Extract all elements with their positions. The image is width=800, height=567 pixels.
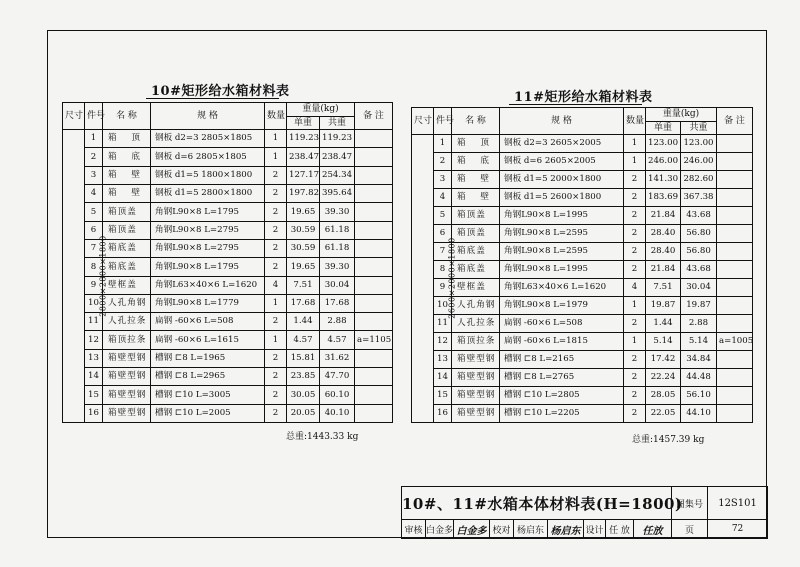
- header-unit: 单重: [646, 122, 681, 135]
- item-no: 1: [85, 130, 103, 148]
- item-qty: 2: [265, 221, 287, 239]
- unit-weight: 28.40: [646, 225, 681, 243]
- item-spec: 槽钢 ⊏10 L=2805: [500, 387, 624, 405]
- item-no: 2: [85, 148, 103, 166]
- item-spec: 钢板 d=6 2805×1805: [151, 148, 265, 166]
- unit-weight: 28.40: [646, 243, 681, 261]
- header-note: 备 注: [717, 108, 753, 135]
- header-weight: 重量(kg): [287, 103, 355, 117]
- total-weight: 119.23: [320, 130, 355, 148]
- item-note: a=1105: [355, 331, 393, 349]
- item-note: [355, 368, 393, 386]
- item-no: 15: [434, 387, 452, 405]
- item-no: 5: [434, 207, 452, 225]
- item-note: [717, 135, 753, 153]
- table-row: [63, 184, 393, 202]
- table-row: [63, 276, 393, 294]
- item-no: 16: [85, 404, 103, 422]
- item-spec: 扁钢 -60×6 L=1815: [500, 333, 624, 351]
- header-total: 共重: [681, 122, 717, 135]
- item-spec: 角钢L90×8 L=1795: [151, 203, 265, 221]
- item-qty: 1: [624, 153, 646, 171]
- total-weight: 2.88: [681, 315, 717, 333]
- item-no: 13: [434, 351, 452, 369]
- item-note: [355, 258, 393, 276]
- total-weight: 30.04: [320, 276, 355, 294]
- checker-signature: 杨启东: [548, 520, 584, 539]
- table-row: [63, 221, 393, 239]
- total-weight-10: 总重:1443.33 kg: [286, 432, 359, 442]
- item-qty: 2: [265, 404, 287, 422]
- total-weight-11: 总重:1457.39 kg: [632, 435, 705, 445]
- item-no: 8: [85, 258, 103, 276]
- item-spec: 角钢L90×8 L=1995: [500, 207, 624, 225]
- table-row: [412, 189, 753, 207]
- item-note: [355, 349, 393, 367]
- total-weight: 31.62: [320, 349, 355, 367]
- atlas-label: 图集号: [672, 487, 708, 520]
- item-name: 箱壁型钢: [452, 351, 500, 369]
- header-size: 尺寸: [63, 103, 85, 130]
- header-no: 件号: [85, 103, 103, 130]
- item-spec: 角钢L90×8 L=2595: [500, 243, 624, 261]
- total-weight: 246.00: [681, 153, 717, 171]
- table-row: [63, 148, 393, 166]
- table-row: [63, 294, 393, 312]
- item-note: [717, 369, 753, 387]
- unit-weight: 22.24: [646, 369, 681, 387]
- item-spec: 扁钢 -60×6 L=1615: [151, 331, 265, 349]
- item-qty: 2: [265, 349, 287, 367]
- unit-weight: 1.44: [287, 313, 320, 331]
- item-note: [717, 279, 753, 297]
- item-spec: 钢板 d=6 2605×2005: [500, 153, 624, 171]
- item-name: 箱 顶: [452, 135, 500, 153]
- item-note: [355, 203, 393, 221]
- item-no: 6: [434, 225, 452, 243]
- item-no: 14: [434, 369, 452, 387]
- item-qty: 4: [624, 279, 646, 297]
- item-qty: 2: [265, 313, 287, 331]
- unit-weight: 246.00: [646, 153, 681, 171]
- size-label: 2800×2800×1800: [98, 234, 108, 317]
- item-name: 箱 底: [452, 153, 500, 171]
- item-name: 箱顶拉条: [103, 331, 151, 349]
- size-label: 2600×2000×1800: [447, 237, 457, 319]
- item-qty: 2: [265, 239, 287, 257]
- item-qty: 2: [624, 351, 646, 369]
- material-table-10: [62, 102, 393, 423]
- total-weight: 44.48: [681, 369, 717, 387]
- item-no: 15: [85, 386, 103, 404]
- item-note: a=1005: [717, 333, 753, 351]
- table-row: [412, 315, 753, 333]
- unit-weight: 19.65: [287, 203, 320, 221]
- item-name: 箱顶拉条: [452, 333, 500, 351]
- unit-weight: 183.69: [646, 189, 681, 207]
- item-note: [355, 166, 393, 184]
- item-note: [717, 189, 753, 207]
- table-row: [63, 203, 393, 221]
- header-name: 名 称: [452, 108, 500, 135]
- item-name: 箱 壁: [452, 171, 500, 189]
- header-qty: 数量: [624, 108, 646, 135]
- table-row: [412, 279, 753, 297]
- item-name: 箱顶盖: [452, 225, 500, 243]
- table-row: [412, 387, 753, 405]
- item-note: [717, 261, 753, 279]
- table-row: [63, 386, 393, 404]
- item-name: 箱 顶: [103, 130, 151, 148]
- item-spec: 角钢L63×40×6 L=1620: [500, 279, 624, 297]
- item-name: 箱壁型钢: [103, 404, 151, 422]
- item-qty: 1: [624, 135, 646, 153]
- unit-weight: 7.51: [646, 279, 681, 297]
- item-spec: 角钢L90×8 L=2795: [151, 221, 265, 239]
- item-name: 箱顶盖: [103, 221, 151, 239]
- item-spec: 钢板 d2=3 2605×2005: [500, 135, 624, 153]
- item-spec: 角钢L90×8 L=2795: [151, 239, 265, 257]
- item-no: 7: [434, 243, 452, 261]
- total-weight: 30.04: [681, 279, 717, 297]
- unit-weight: 19.87: [646, 297, 681, 315]
- item-qty: 2: [624, 171, 646, 189]
- check-label: 校对: [490, 520, 514, 539]
- unit-weight: 119.23: [287, 130, 320, 148]
- checker-name: 杨启东: [514, 520, 548, 539]
- atlas-number: 12S101: [708, 487, 768, 520]
- table-row: [63, 130, 393, 148]
- item-qty: 1: [624, 333, 646, 351]
- unit-weight: 19.65: [287, 258, 320, 276]
- item-spec: 角钢L90×8 L=1995: [500, 261, 624, 279]
- item-name: 箱壁型钢: [452, 369, 500, 387]
- item-qty: 2: [624, 225, 646, 243]
- item-no: 3: [434, 171, 452, 189]
- item-qty: 2: [624, 243, 646, 261]
- unit-weight: 23.85: [287, 368, 320, 386]
- item-spec: 角钢L90×8 L=1779: [151, 294, 265, 312]
- unit-weight: 30.59: [287, 239, 320, 257]
- item-qty: 1: [265, 294, 287, 312]
- item-qty: 1: [265, 148, 287, 166]
- item-qty: 2: [624, 207, 646, 225]
- item-note: [717, 387, 753, 405]
- item-no: 2: [434, 153, 452, 171]
- table-row: [412, 207, 753, 225]
- item-no: 5: [85, 203, 103, 221]
- table-row: [63, 349, 393, 367]
- table-row: [412, 261, 753, 279]
- item-spec: 扁钢 -60×6 L=508: [151, 313, 265, 331]
- table-row: [412, 153, 753, 171]
- total-weight: 43.68: [681, 207, 717, 225]
- header-note: 备 注: [355, 103, 393, 130]
- item-name: 箱壁型钢: [103, 368, 151, 386]
- item-no: 4: [434, 189, 452, 207]
- item-qty: 1: [624, 297, 646, 315]
- item-spec: 扁钢 -60×6 L=508: [500, 315, 624, 333]
- item-qty: 2: [265, 166, 287, 184]
- header-weight: 重量(kg): [646, 108, 717, 122]
- reviewer-signature: 白金多: [454, 520, 490, 539]
- total-weight: 39.30: [320, 258, 355, 276]
- item-name: 箱 壁: [103, 166, 151, 184]
- unit-weight: 4.57: [287, 331, 320, 349]
- designer-signature: 任放: [634, 520, 672, 539]
- unit-weight: 21.84: [646, 207, 681, 225]
- item-name: 箱壁型钢: [103, 386, 151, 404]
- item-spec: 槽钢 ⊏8 L=1965: [151, 349, 265, 367]
- header-name: 名 称: [103, 103, 151, 130]
- table-row: [63, 258, 393, 276]
- item-no: 3: [85, 166, 103, 184]
- item-qty: 2: [624, 189, 646, 207]
- header-qty: 数量: [265, 103, 287, 130]
- item-qty: 2: [624, 315, 646, 333]
- title-underline-10: [146, 98, 279, 99]
- reviewer-name: 白金多: [426, 520, 454, 539]
- item-name: 箱底盖: [103, 258, 151, 276]
- total-weight: 34.84: [681, 351, 717, 369]
- item-name: 人孔角钢: [452, 297, 500, 315]
- item-qty: 1: [265, 130, 287, 148]
- designer-name: 任 放: [606, 520, 634, 539]
- unit-weight: 141.30: [646, 171, 681, 189]
- total-weight: 4.57: [320, 331, 355, 349]
- header-no: 件号: [434, 108, 452, 135]
- table-row: [63, 239, 393, 257]
- item-qty: 2: [624, 405, 646, 423]
- item-name: 箱 壁: [452, 189, 500, 207]
- title-block: [401, 486, 768, 539]
- review-label: 审核: [402, 520, 426, 539]
- item-no: 10: [434, 297, 452, 315]
- item-name: 人孔角钢: [103, 294, 151, 312]
- total-weight: 367.38: [681, 189, 717, 207]
- item-qty: 2: [265, 258, 287, 276]
- total-weight: 61.18: [320, 221, 355, 239]
- item-name: 人孔拉条: [103, 313, 151, 331]
- unit-weight: 197.82: [287, 184, 320, 202]
- total-weight: 47.70: [320, 368, 355, 386]
- item-spec: 角钢L63×40×6 L=1620: [151, 276, 265, 294]
- item-no: 13: [85, 349, 103, 367]
- item-note: [717, 315, 753, 333]
- item-note: [717, 243, 753, 261]
- item-note: [355, 404, 393, 422]
- item-spec: 槽钢 ⊏10 L=2005: [151, 404, 265, 422]
- unit-weight: 20.05: [287, 404, 320, 422]
- header-unit: 单重: [287, 117, 320, 130]
- item-name: 箱壁型钢: [103, 349, 151, 367]
- item-name: 箱底盖: [103, 239, 151, 257]
- total-weight: 254.34: [320, 166, 355, 184]
- item-name: 箱顶盖: [452, 207, 500, 225]
- title-underline-11: [509, 104, 642, 105]
- item-note: [355, 130, 393, 148]
- table-row: [412, 369, 753, 387]
- table-title-11: 11#矩形给水箱材料表: [514, 90, 653, 105]
- item-qty: 2: [265, 203, 287, 221]
- item-qty: 2: [265, 368, 287, 386]
- item-name: 箱壁型钢: [452, 405, 500, 423]
- unit-weight: 127.17: [287, 166, 320, 184]
- total-weight: 56.80: [681, 243, 717, 261]
- item-qty: 2: [624, 369, 646, 387]
- item-note: [355, 221, 393, 239]
- item-note: [355, 239, 393, 257]
- item-no: 6: [85, 221, 103, 239]
- total-weight: 39.30: [320, 203, 355, 221]
- item-no: 1: [434, 135, 452, 153]
- table-row: [63, 331, 393, 349]
- item-note: [355, 184, 393, 202]
- unit-weight: 5.14: [646, 333, 681, 351]
- item-spec: 钢板 d1=5 1800×1800: [151, 166, 265, 184]
- item-no: 11: [85, 313, 103, 331]
- table-row: [63, 313, 393, 331]
- unit-weight: 17.68: [287, 294, 320, 312]
- header-spec: 规 格: [500, 108, 624, 135]
- total-weight: 56.10: [681, 387, 717, 405]
- item-qty: 2: [265, 184, 287, 202]
- item-name: 箱壁型钢: [452, 387, 500, 405]
- total-weight: 17.68: [320, 294, 355, 312]
- item-note: [717, 297, 753, 315]
- item-no: 11: [434, 315, 452, 333]
- item-qty: 2: [265, 386, 287, 404]
- header-size: 尺寸: [412, 108, 434, 135]
- total-weight: 2.88: [320, 313, 355, 331]
- item-spec: 角钢L90×8 L=2595: [500, 225, 624, 243]
- item-note: [717, 405, 753, 423]
- item-note: [717, 225, 753, 243]
- total-weight: 40.10: [320, 404, 355, 422]
- item-no: 14: [85, 368, 103, 386]
- table-row: [412, 171, 753, 189]
- item-spec: 槽钢 ⊏8 L=2965: [151, 368, 265, 386]
- unit-weight: 15.81: [287, 349, 320, 367]
- item-spec: 角钢L90×8 L=1979: [500, 297, 624, 315]
- table-row: [412, 297, 753, 315]
- total-weight: 5.14: [681, 333, 717, 351]
- header-spec: 规 格: [151, 103, 265, 130]
- table-row: [412, 333, 753, 351]
- item-qty: 4: [265, 276, 287, 294]
- item-spec: 钢板 d2=3 2805×1805: [151, 130, 265, 148]
- item-name: 箱 底: [103, 148, 151, 166]
- table-row: [412, 405, 753, 423]
- item-note: [355, 148, 393, 166]
- item-qty: 2: [624, 261, 646, 279]
- total-weight: 56.80: [681, 225, 717, 243]
- item-no: 12: [434, 333, 452, 351]
- item-no: 9: [85, 276, 103, 294]
- total-weight: 44.10: [681, 405, 717, 423]
- header-total: 共重: [320, 117, 355, 130]
- table-row: [412, 243, 753, 261]
- page-number: 72: [708, 520, 768, 539]
- item-name: 箱底盖: [452, 261, 500, 279]
- total-weight: 19.87: [681, 297, 717, 315]
- total-weight: 238.47: [320, 148, 355, 166]
- unit-weight: 30.05: [287, 386, 320, 404]
- total-weight: 60.10: [320, 386, 355, 404]
- item-note: [355, 386, 393, 404]
- item-name: 箱顶盖: [103, 203, 151, 221]
- item-note: [355, 276, 393, 294]
- unit-weight: 21.84: [646, 261, 681, 279]
- item-no: 7: [85, 239, 103, 257]
- item-name: 壁框盖: [103, 276, 151, 294]
- design-label: 设计: [584, 520, 606, 539]
- table-row: [63, 166, 393, 184]
- item-spec: 钢板 d1=5 2000×1800: [500, 171, 624, 189]
- table-row: [412, 351, 753, 369]
- item-name: 壁框盖: [452, 279, 500, 297]
- item-spec: 槽钢 ⊏8 L=2765: [500, 369, 624, 387]
- unit-weight: 22.05: [646, 405, 681, 423]
- item-note: [355, 313, 393, 331]
- item-no: 4: [85, 184, 103, 202]
- table-title-10: 10#矩形给水箱材料表: [151, 84, 290, 99]
- item-no: 12: [85, 331, 103, 349]
- item-spec: 槽钢 ⊏8 L=2165: [500, 351, 624, 369]
- item-note: [717, 207, 753, 225]
- item-no: 10: [85, 294, 103, 312]
- item-no: 16: [434, 405, 452, 423]
- unit-weight: 30.59: [287, 221, 320, 239]
- item-note: [355, 294, 393, 312]
- total-weight: 123.00: [681, 135, 717, 153]
- unit-weight: 17.42: [646, 351, 681, 369]
- unit-weight: 28.05: [646, 387, 681, 405]
- unit-weight: 123.00: [646, 135, 681, 153]
- item-no: 8: [434, 261, 452, 279]
- item-spec: 槽钢 ⊏10 L=3005: [151, 386, 265, 404]
- total-weight: 395.64: [320, 184, 355, 202]
- item-spec: 槽钢 ⊏10 L=2205: [500, 405, 624, 423]
- item-spec: 钢板 d1=5 2800×1800: [151, 184, 265, 202]
- total-weight: 282.60: [681, 171, 717, 189]
- unit-weight: 7.51: [287, 276, 320, 294]
- unit-weight: 238.47: [287, 148, 320, 166]
- total-weight: 61.18: [320, 239, 355, 257]
- drawing-title: 10#、11#水箱本体材料表(H=1800): [402, 487, 672, 520]
- table-row: [63, 404, 393, 422]
- total-weight: 43.68: [681, 261, 717, 279]
- page-label: 页: [672, 520, 708, 539]
- item-name: 箱底盖: [452, 243, 500, 261]
- material-table-11: [411, 107, 753, 423]
- item-name: 箱 壁: [103, 184, 151, 202]
- table-row: [412, 135, 753, 153]
- item-spec: 钢板 d1=5 2600×1800: [500, 189, 624, 207]
- item-note: [717, 171, 753, 189]
- item-no: 9: [434, 279, 452, 297]
- item-qty: 2: [624, 387, 646, 405]
- table-row: [412, 225, 753, 243]
- item-qty: 1: [265, 331, 287, 349]
- item-spec: 角钢L90×8 L=1795: [151, 258, 265, 276]
- unit-weight: 1.44: [646, 315, 681, 333]
- item-note: [717, 153, 753, 171]
- table-row: [63, 368, 393, 386]
- item-note: [717, 351, 753, 369]
- item-name: 人孔拉条: [452, 315, 500, 333]
